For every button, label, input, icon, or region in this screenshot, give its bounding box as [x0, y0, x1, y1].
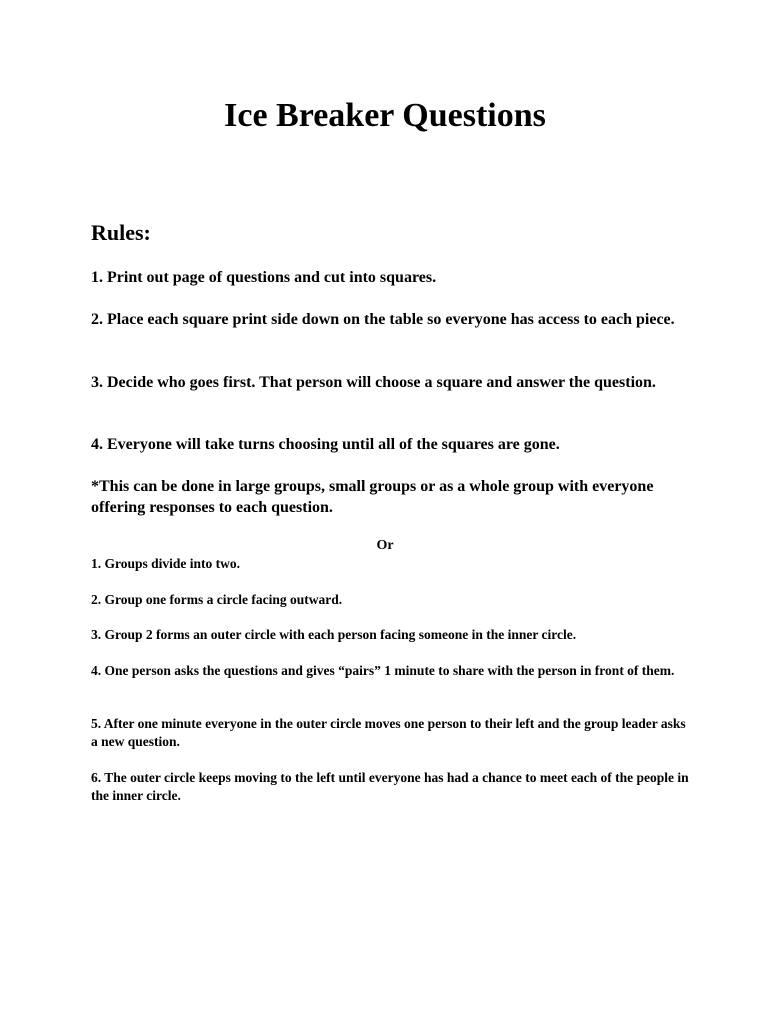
rules-heading: Rules:: [91, 220, 151, 245]
rule-1: 1. Print out page of questions and cut into squares.: [91, 269, 437, 286]
rule-4: 4. Everyone will take turns choosing until all of the squares are gone.: [91, 436, 560, 453]
or-label: Or: [376, 538, 394, 553]
page-title: Ice Breaker Questions: [224, 97, 546, 134]
alt-step-2: 2. Group one forms a circle facing outward.: [91, 592, 343, 607]
or-separator: [0, 537, 770, 555]
alt-step-4: 4. One person asks the questions and gives “pairs” 1 minute to share with the person in front of them.: [91, 663, 675, 678]
alt-step-1: 1. Groups divide into two.: [91, 556, 241, 571]
alt-step-6: 6. The outer circle keeps moving to the left until everyone has had a chance to meet each of the people in the inner circle.: [91, 770, 689, 803]
alt-step-3: 3. Group 2 forms an outer circle with each person facing someone in the inner circle.: [91, 627, 577, 642]
alt-step-5: 5. After one minute everyone in the outer circle moves one person to their left and the group leader asks a new question.: [91, 716, 686, 749]
rule-3: 3. Decide who goes first. That person will choose a square and answer the question.: [91, 374, 656, 391]
rule-2: 2. Place each square print side down on the table so everyone has access to each piece.: [91, 311, 675, 328]
rule-note: *This can be done in large groups, small groups or as a whole group with everyone offering responses to each question.: [91, 478, 654, 516]
